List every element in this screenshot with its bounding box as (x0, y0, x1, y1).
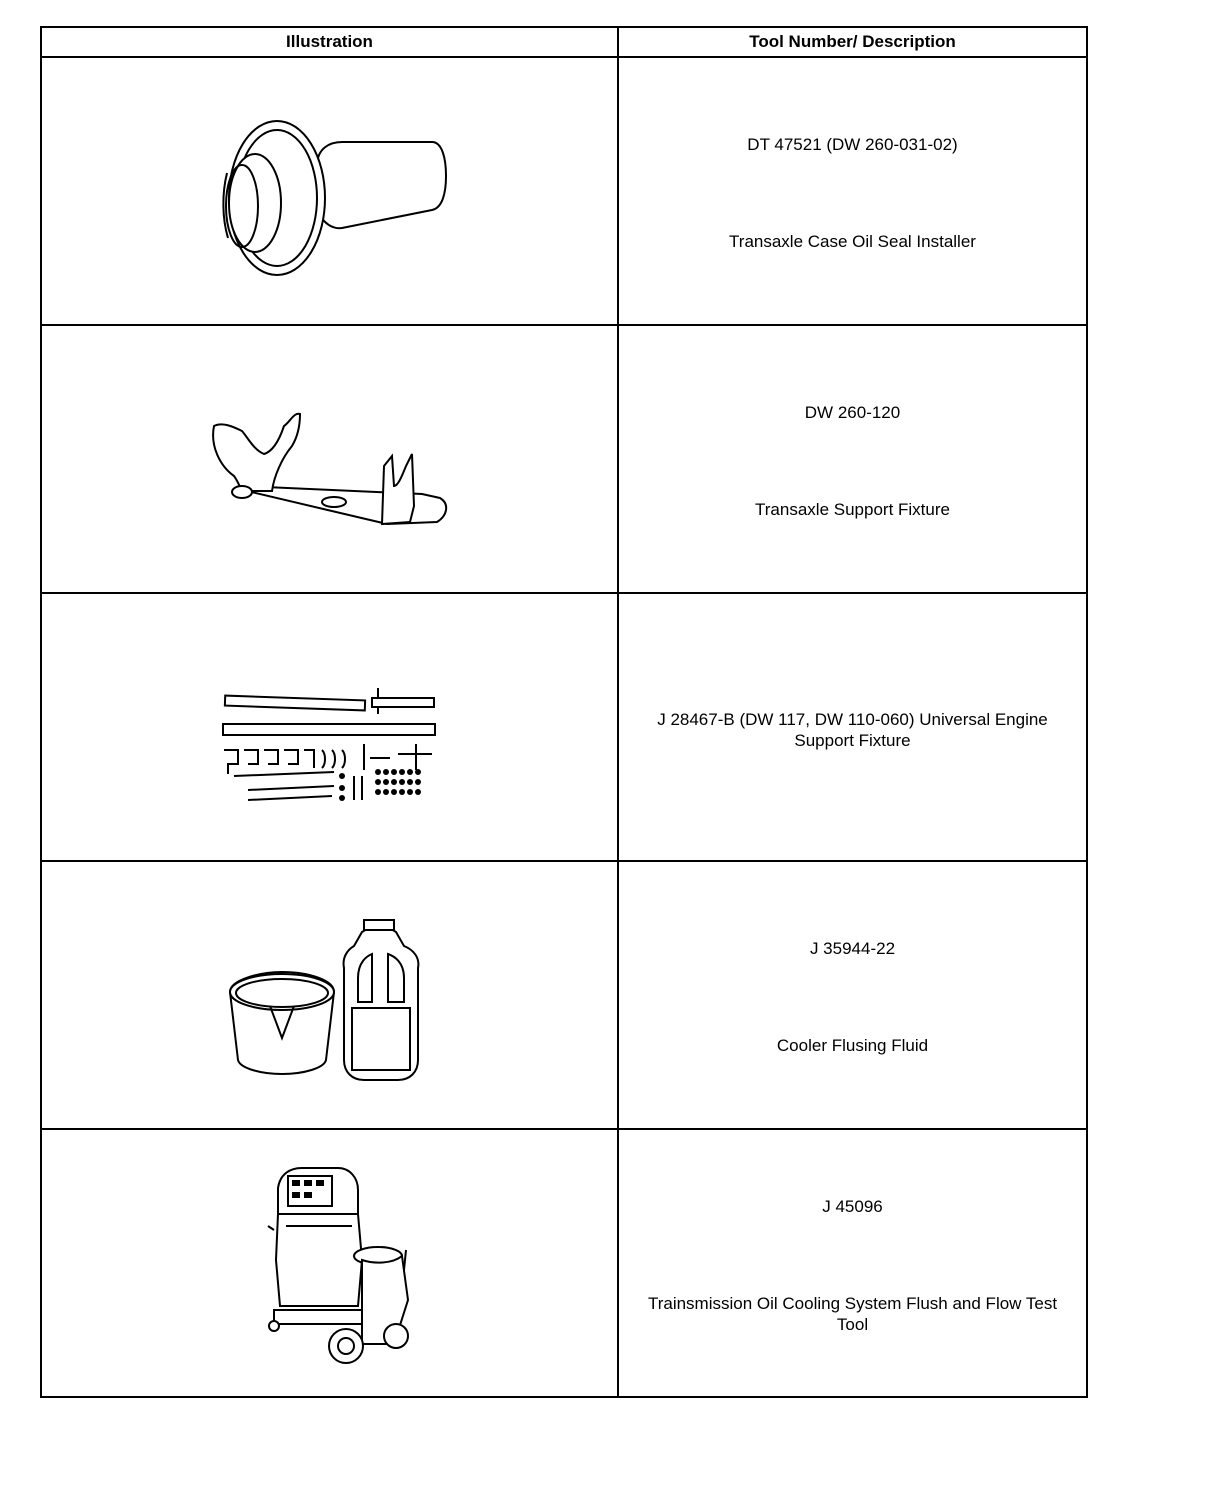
tool-description: Transaxle Support Fixture (755, 500, 950, 519)
description-cell (618, 325, 1087, 593)
table-row (41, 57, 1087, 325)
header-row (41, 27, 1087, 57)
illustration-cell (41, 57, 618, 325)
illustration-cell (41, 325, 618, 593)
table-row (41, 861, 1087, 1129)
support-fixture-icon (42, 326, 619, 592)
tool-description: Trainsmission Oil Cooling System Flush and Flow Test Tool (647, 1294, 1058, 1334)
tool-description: Cooler Flusing Fluid (776, 1036, 929, 1055)
description-cell (618, 593, 1087, 861)
header-illustration: Illustration (41, 27, 618, 57)
tool-number: DT 47521 (DW 260-031-02) (747, 135, 958, 154)
description-cell (618, 1129, 1087, 1397)
illustration-cell (41, 861, 618, 1129)
illustration-cell (41, 1129, 618, 1397)
tool-number: J 35944-22 (809, 939, 896, 958)
oil-seal-installer-icon (42, 58, 619, 324)
tools-table (40, 26, 1088, 1398)
bucket-and-jug-icon (42, 862, 619, 1128)
table-row (41, 593, 1087, 861)
tool-number: J 28467-B (DW 117, DW 110-060) Universal Engine Support Fixture (657, 710, 1048, 750)
header-tool-number-description: Tool Number/ Description (618, 27, 1087, 57)
tool-number: DW 260-120 (804, 403, 901, 422)
flush-cart-icon (42, 1130, 619, 1396)
tool-number: J 45096 (822, 1197, 883, 1216)
engine-support-kit-icon (42, 594, 619, 860)
tool-description: Transaxle Case Oil Seal Installer (729, 232, 976, 251)
illustration-cell (41, 593, 618, 861)
table-row (41, 325, 1087, 593)
description-cell (618, 57, 1087, 325)
table-row (41, 1129, 1087, 1397)
description-cell (618, 861, 1087, 1129)
